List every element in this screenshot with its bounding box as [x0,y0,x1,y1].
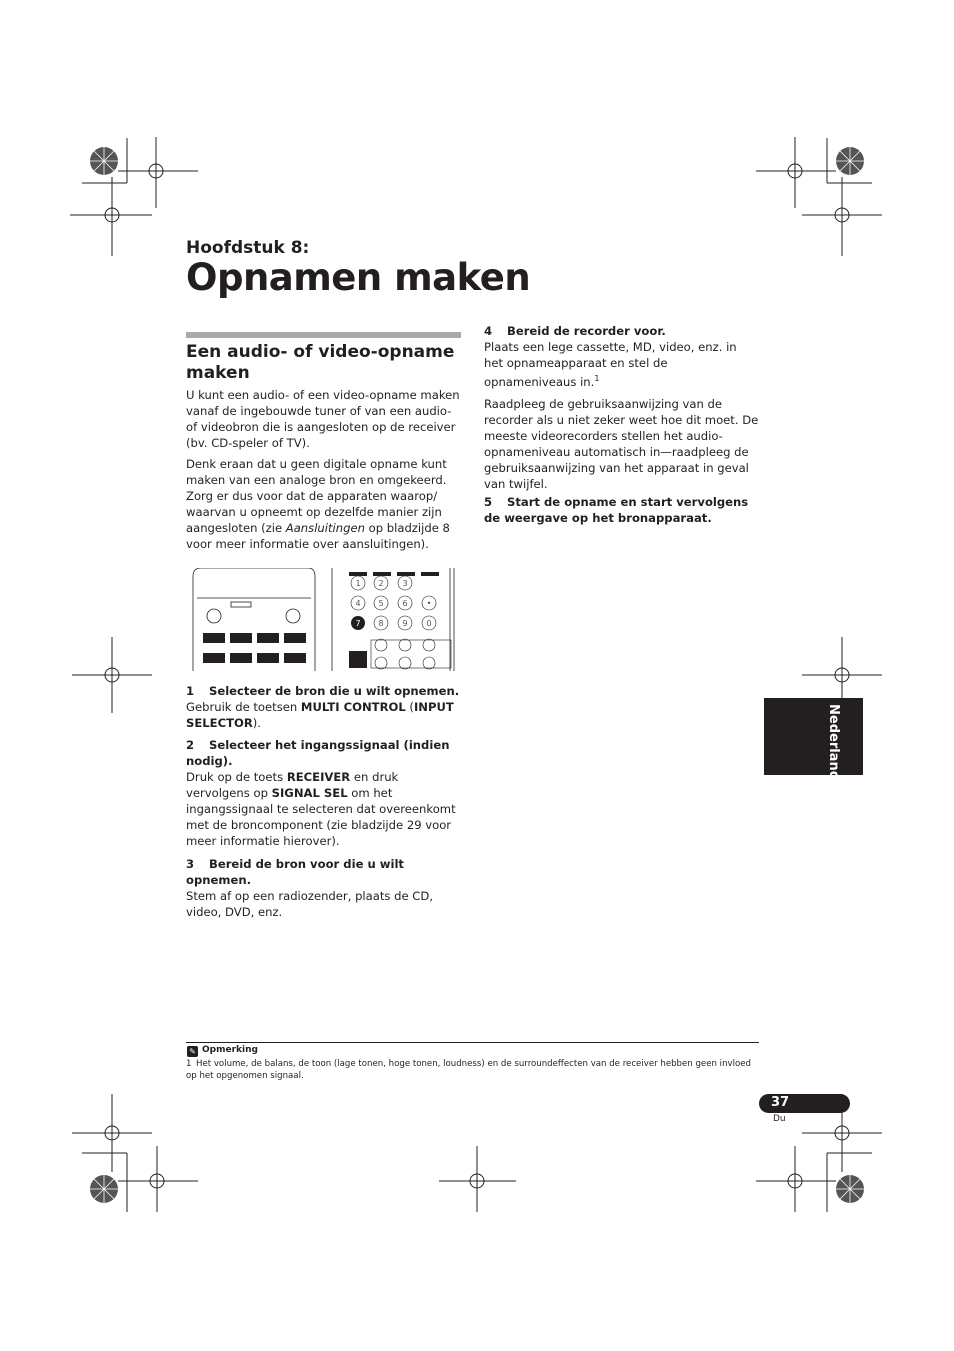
language-code: Du [773,1114,786,1124]
remote-key-2: 2 [378,579,384,588]
remote-key-3: 3 [402,579,408,588]
step-1: 1 Selecteer de bron die u wilt opnemen. Gebruik de toetsen MULTI CONTROL (INPUT SELECTOR). [186,684,460,730]
remote-key-9: 9 [402,619,408,628]
step-3: 3 Bereid de bron voor die u wilt opnemen. Stem af op een radiozender, plaats de CD, video, DVD, enz. [186,857,434,919]
remote-key-4: 4 [355,599,361,608]
note-icon: ✎ [187,1046,198,1057]
section-rule [186,332,461,338]
note-label: Opmerking [202,1045,258,1055]
remote-key-8: 8 [378,619,384,628]
step-4: 4 Bereid de recorder voor. Plaats een lege cassette, MD, video, enz. in het opnameapparaat en stel de opnameniveaus in.$^1$ Raadpleeg de gebruiksaanwijzing van de recorder als u niet zeker weet hoe dit moet. De meeste videorecorders stellen het audio-opnameniveau automatisch in—raadpleeg de gebruiksaanwijzing van het apparaat in geval van twijfel. [484,324,759,491]
step-5: 5 Start de opname en start vervolgens de weergave op het bronapparaat. [484,495,749,525]
intro-paragraph-1: U kunt een audio- of een video-opname maken vanaf de ingebouwde tuner of van een audio- of videobron die is aangesloten op de receiver (bv. CD-speler of TV). [186,388,460,450]
chapter-label: Hoofdstuk 8: [186,238,310,258]
section-heading: Een audio- of video-opname maken [186,342,455,383]
footnote-ref: 1 [594,374,600,383]
remote-key-5: 5 [378,599,384,608]
page-title: Opnamen maken [186,256,531,299]
remote-key-dot: • [426,599,432,608]
footnote-text: 1 Het volume, de balans, de toon (lage tonen, hoge tonen, loudness) en de surroundeffecten van de receiver hebben geen invloed op het opgenomen signaal. [186,1059,751,1081]
remote-key-0: 0 [426,619,432,628]
remote-key-7: 7 [355,619,361,628]
intro-paragraph-2: Denk eraan dat u geen digitale opname kunt maken van een analoge bron en omgekeerd. Zorg er dus voor dat de apparaten waarop/ waarvan u opneemt op dezelfde manier zijn aangesloten (zie Aansluitingen op bladzijde 8 voor meer informatie over aansluitingen). [186,457,450,551]
page-number-badge: 37 [759,1094,850,1113]
remote-key-6: 6 [402,599,408,608]
language-tab: Nederlands [764,698,863,775]
remote-control-figure [191,568,457,671]
step-2: 2 Selecteer het ingangssignaal (indien nodig). Druk op de toets RECEIVER en druk vervolgens op SIGNAL SEL om het ingangssignaal te selecteren dat overeenkomt met de broncomponent (zie bladzijde 29 voor meer informatie hierover). [186,738,456,848]
footnote-rule [186,1042,759,1043]
remote-key-1: 1 [355,579,361,588]
